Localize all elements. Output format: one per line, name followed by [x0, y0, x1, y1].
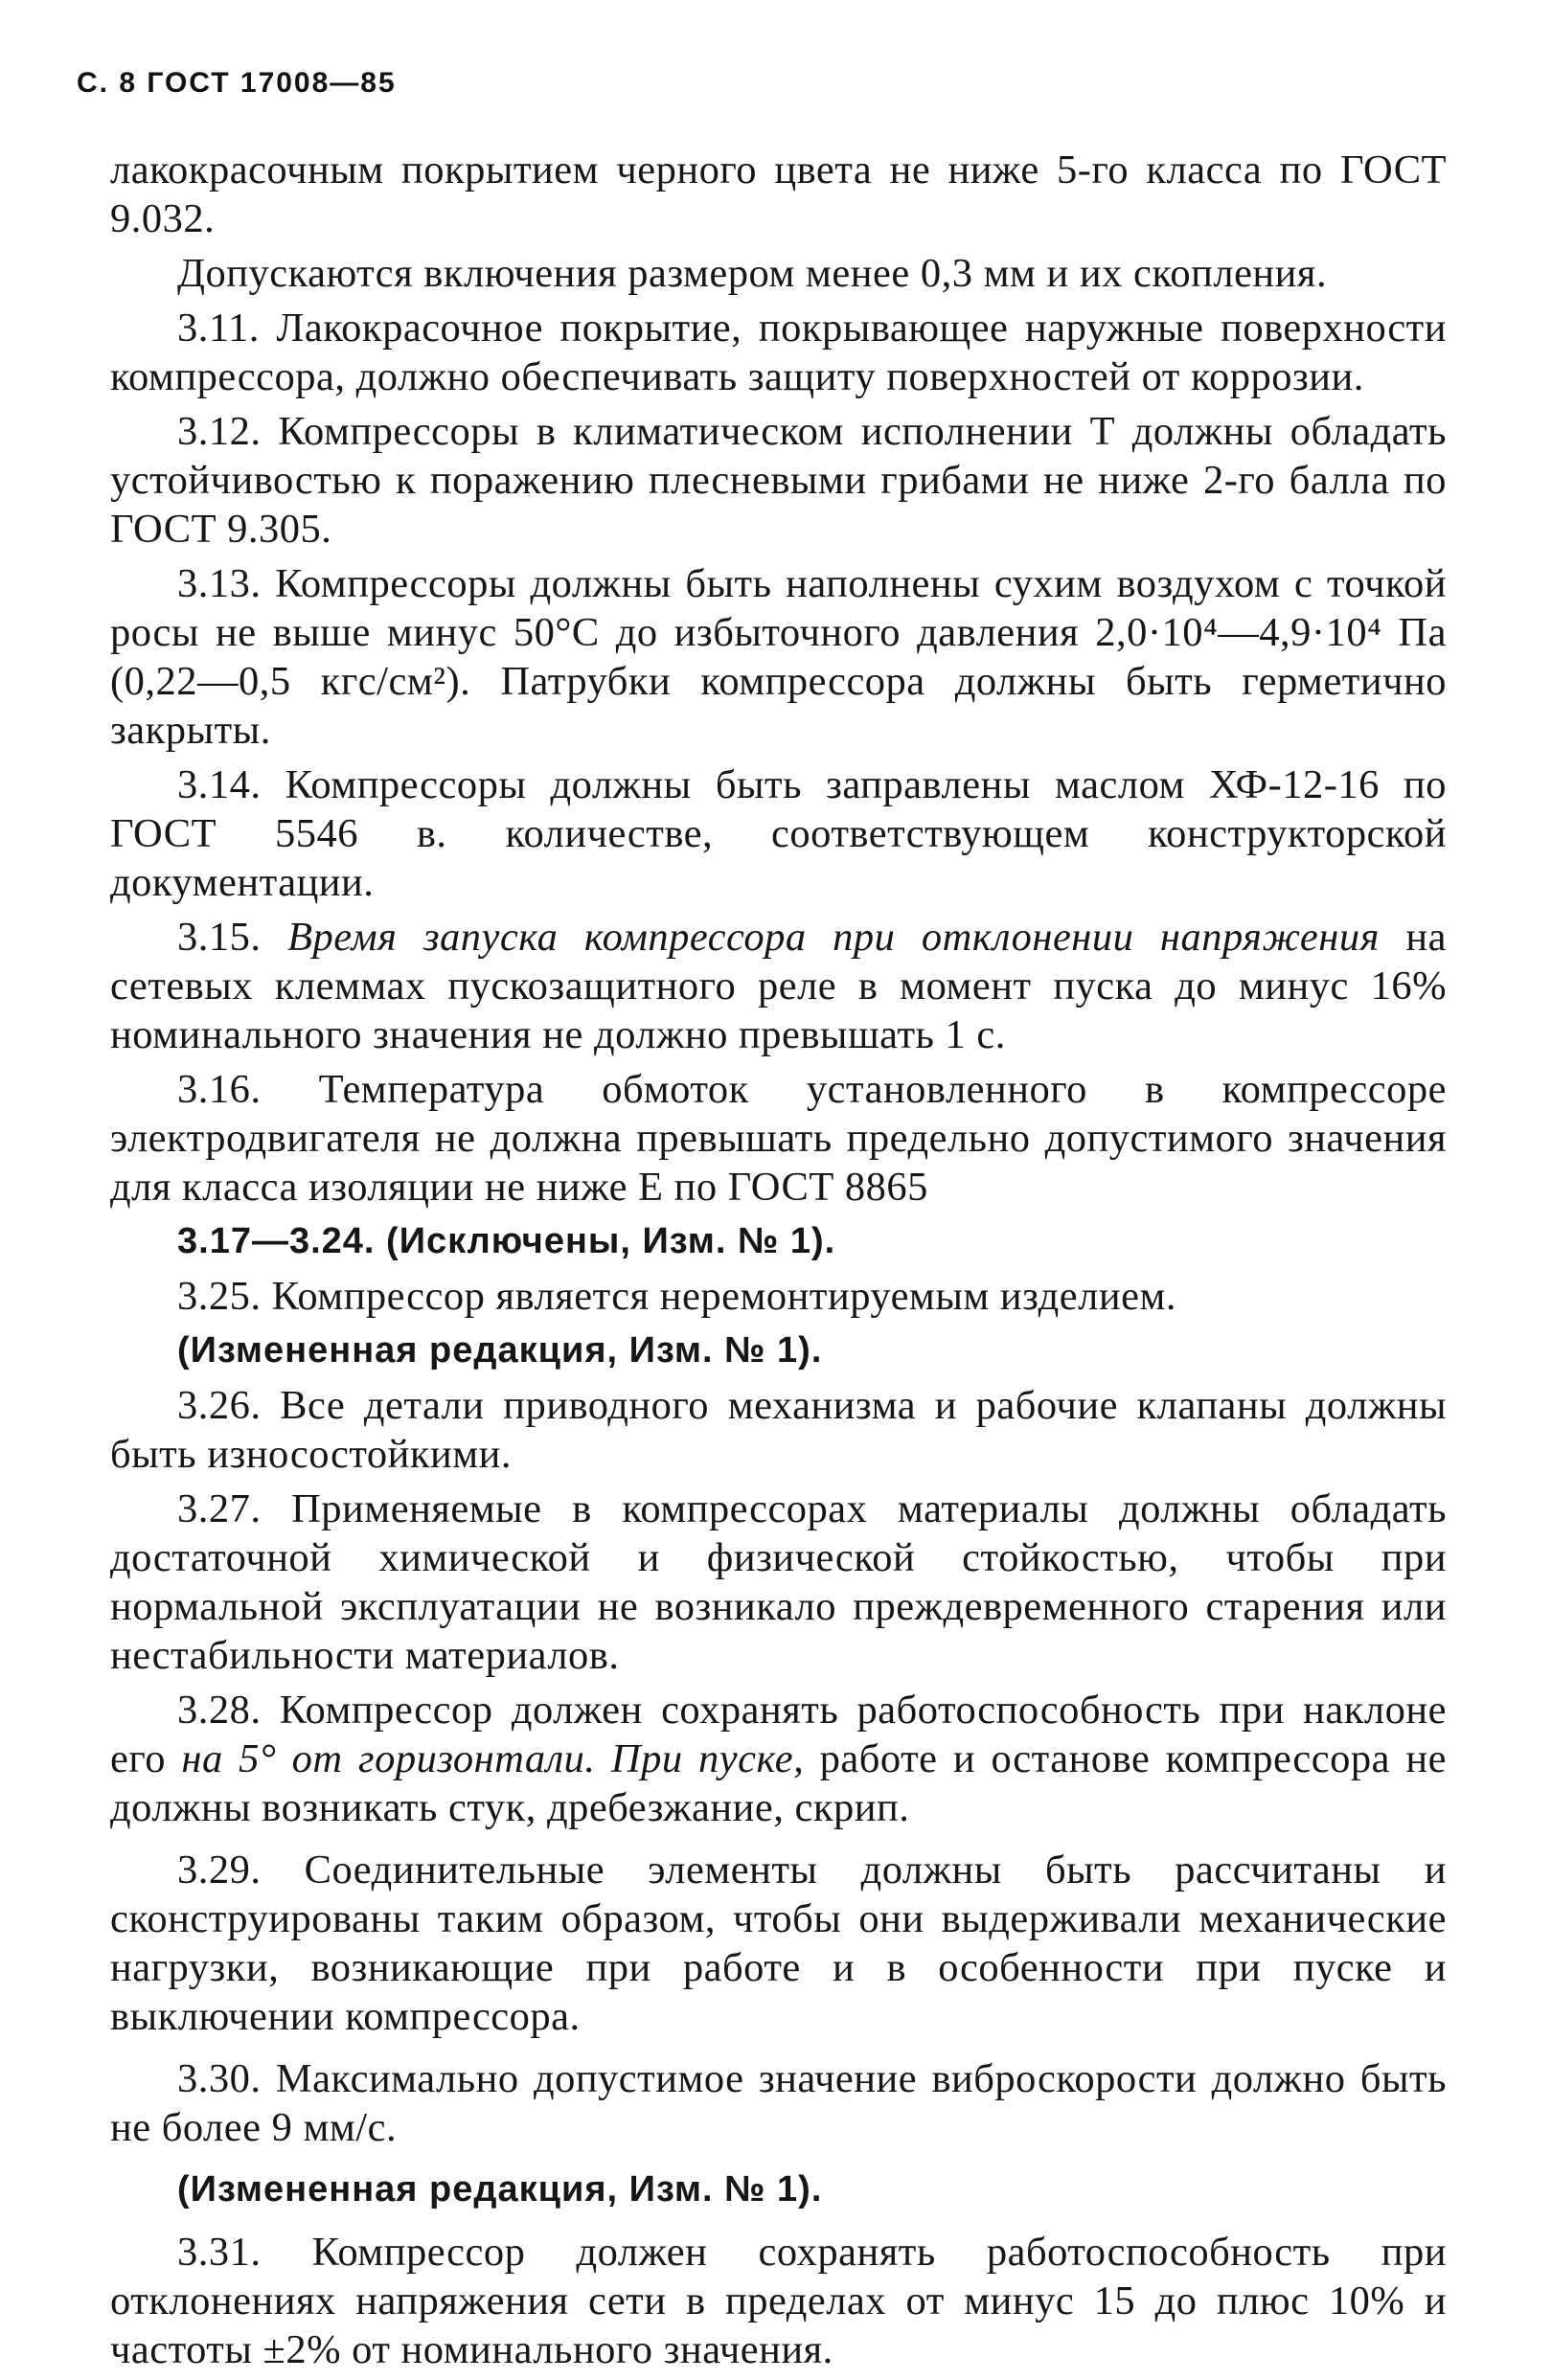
paragraph-continuation: лакокрасочным покрытием черного цвета не ниже 5-го класса по ГОСТ 9.032. — [110, 147, 1447, 241]
clause-3-15 — [110, 913, 1447, 1059]
document-body — [110, 146, 1447, 2380]
clause-3-11: 3.11. Лакокрасочное покрытие, покрывающее наружные поверхности компрессора, должно обеспечивать защиту поверхностей от коррозии. — [110, 306, 1447, 399]
amendment-note-2: (Измененная редакция, Изм. № 1). — [177, 2169, 823, 2210]
clause-3-25: 3.25. Компрессор является неремонтируемым изделием. — [177, 1274, 1176, 1319]
clause-3-16: 3.16. Температура обмоток установленного в компрессоре электродвигателя не должна превышать предельно допустимого значения для класса изоляции не ниже Е по ГОСТ 8865 — [110, 1067, 1447, 1210]
clause-3-15-rest: на сетевых клеммах пускозащитного реле в момент пуска до минус 16% номинального значения не должно превышать 1 с. — [110, 915, 1448, 1057]
clause-3-30: 3.30. Максимально допустимое значение виброскорости должно быть не более 9 мм/с. — [110, 2056, 1447, 2150]
clause-3-28-rest: работе и останове компрессора не должны возникать стук, дребезжание, скрип. — [110, 1736, 1447, 1830]
clause-3-12: 3.12. Компрессоры в климатическом исполнении Т должны обладать устойчивостью к поражению плесневыми грибами не ниже 2-го балла по ГОСТ 9.305. — [110, 409, 1447, 552]
running-header: С. 8 ГОСТ 17008—85 — [77, 67, 397, 99]
clause-3-28 — [110, 1686, 1447, 1832]
clause-3-17-3-24: 3.17—3.24. (Исключены, Изм. № 1). — [177, 1221, 836, 1261]
clause-3-28-italic: на 5° от горизонтали. При пуске, — [181, 1736, 805, 1781]
clause-3-31: 3.31. Компрессор должен сохранять работоспособность при отклонениях напряжения сети в пределах от минус 15 до плюс 10% и частоты ±2% от номинального значения. — [110, 2230, 1447, 2372]
clause-3-27: 3.27. Применяемые в компрессорах материалы должны обладать достаточной химической и физической стойкостью, чтобы при нормальной эксплуатации не возникало преждевременного старения или нестабильности материалов. — [110, 1486, 1447, 1678]
clause-3-15-number: 3.15. — [177, 915, 288, 960]
clause-3-26: 3.26. Все детали приводного механизма и рабочие клапаны должны быть износостойкими. — [110, 1383, 1447, 1477]
clause-3-13: 3.13. Компрессоры должны быть наполнены сухим воздухом с точкой росы не выше минус 50°С до избыточного давления 2,0·10⁴—4,9·10⁴ Па (0,22—0,5 кгс/см²). Патрубки компрессора должны быть герметично закрыты. — [110, 561, 1447, 753]
amendment-note-1: (Измененная редакция, Изм. № 1). — [177, 1330, 823, 1371]
clause-3-28-start: 3.28. Компрессор должен сохранять работоспособность при наклоне его — [110, 1688, 1447, 1781]
clause-3-29: 3.29. Соединительные элементы должны быть рассчитаны и сконструированы таким образом, чтобы они выдерживали механические нагрузки, возникающие при работе и в особенности при пуске и выключении компрессора. — [110, 1847, 1447, 2039]
clause-3-15-italic: Время запуска компрессора при отклонении напряжения — [287, 915, 1380, 960]
clause-3-14: 3.14. Компрессоры должны быть заправлены маслом ХФ-12-16 по ГОСТ 5546 в. количестве, соответствующем конструкторской документации. — [110, 762, 1447, 905]
paragraph-inclusions: Допускаются включения размером менее 0,3 мм и их скопления. — [177, 251, 1328, 296]
